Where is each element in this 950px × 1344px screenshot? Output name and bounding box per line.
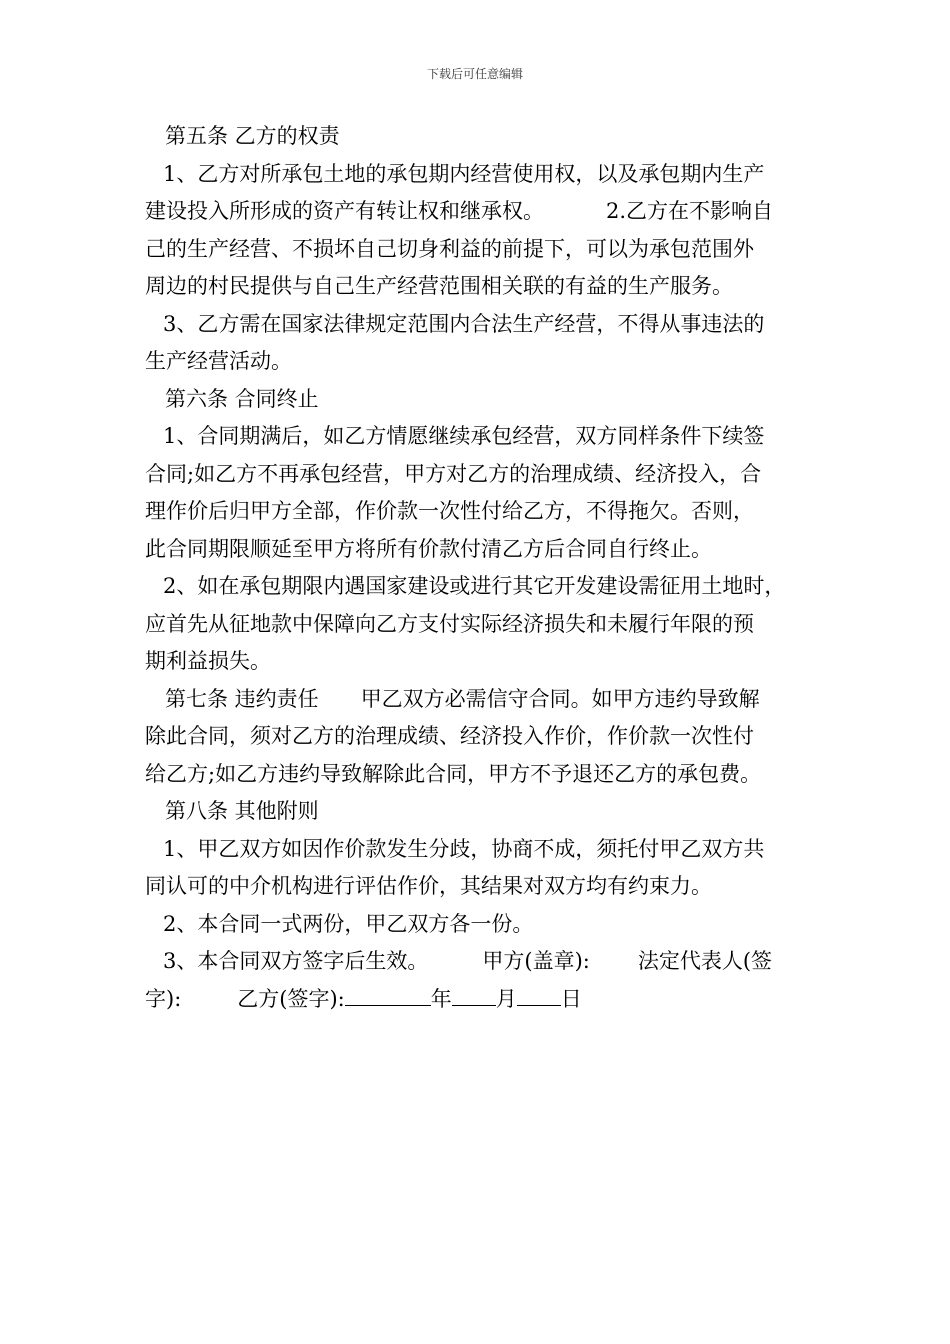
document-body — [145, 118, 810, 1018]
signature-line — [145, 981, 810, 1019]
page-header: 下载后可任意编辑 — [426, 67, 523, 81]
paragraph-line: 生产经营活动。 — [145, 349, 292, 373]
paragraph-line: 3、乙方需在国家法律规定范围内合法生产经营，不得从事违法的 — [163, 311, 765, 336]
party-a-seal-label: 甲方(盖章): — [482, 949, 590, 973]
article-8-title: 第八条 其他附则 — [165, 799, 319, 823]
day-blank — [517, 983, 561, 1006]
text-segment: 字): — [145, 986, 182, 1011]
paragraph-line: 周边的村民提供与自己生产经营范围相关联的有益的生产服务。 — [145, 274, 733, 298]
article-6-title: 第六条 合同终止 — [165, 386, 319, 411]
paragraph-line: 应首先从征地款中保障向乙方支付实际经济损失和未履行年限的预 — [145, 611, 754, 636]
month-blank — [452, 983, 496, 1006]
article-5-title: 第五条 乙方的权责 — [165, 124, 340, 148]
text-segment: 甲乙双方必需信守合同。如甲方违约导致解 — [360, 686, 760, 711]
paragraph-line: 合同;如乙方不再承包经营，甲方对乙方的治理成绩、经济投入，合 — [145, 461, 762, 486]
day-label: 日 — [560, 986, 582, 1011]
paragraph-line: 此合同期限顺延至甲方将所有价款付清乙方后合同自行终止。 — [145, 536, 712, 561]
article-7-title: 第七条 违约责任 — [165, 686, 319, 711]
legal-rep-label: 法定代表人(签 — [637, 949, 773, 973]
paragraph-line: 2、本合同一式两份，甲乙双方各一份。 — [163, 911, 534, 936]
paragraph-line: 同认可的中介机构进行评估作价，其结果对双方均有约束力。 — [145, 874, 712, 898]
month-label: 月 — [495, 986, 517, 1011]
paragraph-line — [145, 193, 810, 231]
text-segment: 3、本合同双方签字后生效。 — [163, 949, 429, 973]
text-segment: 建设投入所形成的资产有转让权和继承权。 — [145, 199, 544, 223]
paragraph-line — [145, 681, 810, 719]
paragraph-line: 1、合同期满后，如乙方情愿继续承包经营，双方同样条件下续签 — [163, 424, 765, 448]
year-label: 年 — [430, 986, 452, 1011]
paragraph-line: 己的生产经营、不损坏自己切身利益的前提下，可以为承包范围外 — [145, 236, 754, 261]
paragraph-line — [145, 943, 810, 981]
paragraph-line: 1、乙方对所承包土地的承包期内经营使用权，以及承包期内生产 — [163, 161, 765, 186]
paragraph-line: 除此合同，须对乙方的治理成绩、经济投入作价，作价款一次性付 — [145, 724, 754, 748]
paragraph-line: 期利益损失。 — [145, 649, 271, 673]
paragraph-line: 1、甲乙双方如因作价款发生分歧，协商不成，须托付甲乙双方共 — [163, 836, 765, 861]
signature-blank — [345, 983, 431, 1006]
party-b-sign-label: 乙方(签字): — [237, 986, 345, 1011]
paragraph-line: 2、如在承包期限内遇国家建设或进行其它开发建设需征用土地时， — [163, 574, 786, 598]
text-segment: 2.乙方在不影响自 — [606, 199, 774, 223]
paragraph-line: 理作价后归甲方全部，作价款一次性付给乙方，不得拖欠。否则， — [145, 499, 754, 523]
paragraph-line: 给乙方;如乙方违约导致解除此合同，甲方不予退还乙方的承包费。 — [145, 761, 762, 786]
